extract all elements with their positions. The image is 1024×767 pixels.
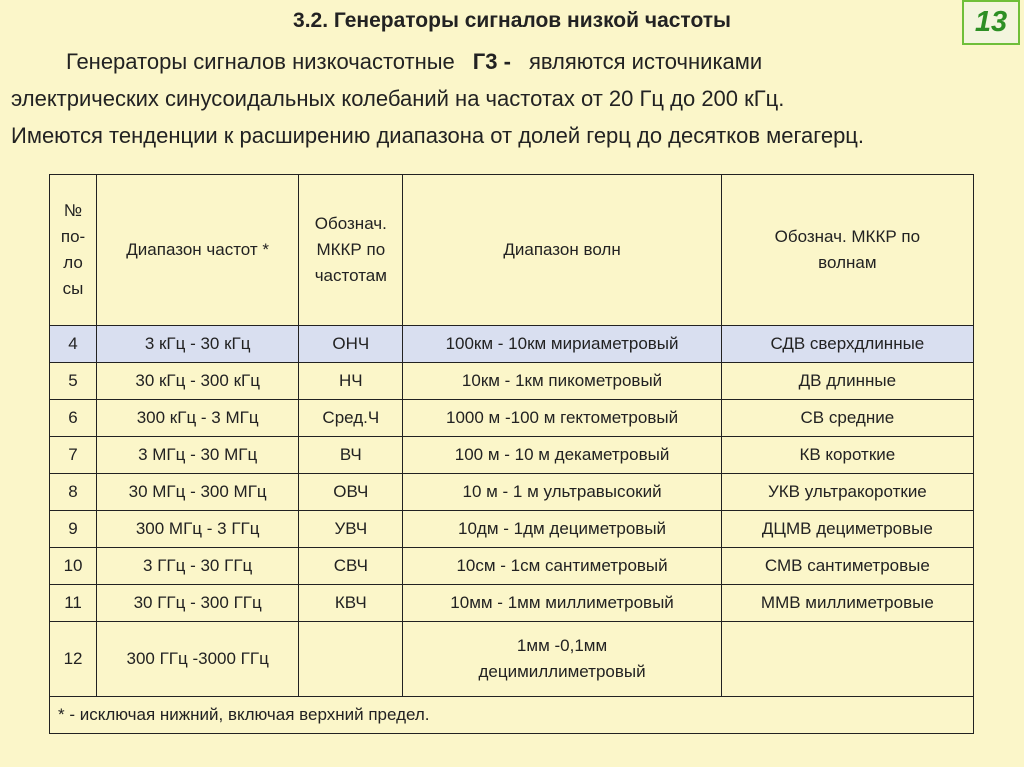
wave-name-cell: ММВ миллиметровые — [721, 585, 973, 622]
abbr-cell — [299, 622, 403, 697]
wave-range-cell: 100 м - 10 м декаметровый — [403, 437, 721, 474]
table-footnote-row — [50, 697, 974, 734]
wave-range-line: децимиллиметровый — [478, 662, 646, 681]
band-number-cell: 5 — [50, 363, 97, 400]
frequency-cell: 3 ГГц - 30 ГГц — [97, 548, 299, 585]
header-mkkr-frequency: Обознач. МККР по частотам — [299, 175, 403, 326]
intro-text: Генераторы сигналов низкочастотные — [66, 49, 455, 74]
table-header-row — [50, 175, 974, 326]
wave-range-cell: 10 м - 1 м ультравысокий — [403, 474, 721, 511]
frequency-cell: 30 кГц - 300 кГц — [97, 363, 299, 400]
abbr-cell: ОВЧ — [299, 474, 403, 511]
wave-range-cell: 10дм - 1дм дециметровый — [403, 511, 721, 548]
wave-name-cell: ДЦМВ дециметровые — [721, 511, 973, 548]
intro-line-2: электрических синусоидальных колебаний на частотах от 20 Гц до 200 кГц. — [11, 86, 785, 111]
intro-text: являются источниками — [528, 49, 763, 74]
abbr-cell: ОНЧ — [299, 326, 403, 363]
table-row — [50, 363, 974, 400]
wave-range-line: 1мм -0,1мм — [516, 636, 608, 655]
header-wave-range: Диапазон волн — [403, 175, 721, 326]
header-band-number: № по- ло сы — [50, 175, 97, 326]
table-row — [50, 326, 974, 363]
table-row — [50, 511, 974, 548]
band-number-cell: 12 — [50, 622, 97, 697]
abbr-cell: НЧ — [299, 363, 403, 400]
wave-name-cell: УКВ ультракороткие — [721, 474, 973, 511]
header-mkkr-wave: Обознач. МККР по волнам — [721, 175, 973, 326]
wave-name-cell: СДВ сверхдлинные — [721, 326, 973, 363]
page-title: 3.2. Генераторы сигналов низкой частоты — [293, 9, 731, 32]
band-number-cell: 8 — [50, 474, 97, 511]
table-row — [50, 622, 974, 697]
intro-bold-code: Г3 - — [472, 49, 511, 74]
band-number-cell: 4 — [50, 326, 97, 363]
abbr-cell: СВЧ — [299, 548, 403, 585]
frequency-cell: 300 ГГц -3000 ГГц — [97, 622, 299, 697]
wave-range-cell: 100км - 10км мириаметровый — [403, 326, 721, 363]
wave-range-cell: 10мм - 1мм миллиметровый — [403, 585, 721, 622]
frequency-cell: 300 МГц - 3 ГГц — [97, 511, 299, 548]
wave-name-cell — [721, 622, 973, 697]
band-number-cell: 9 — [50, 511, 97, 548]
table-footnote: * - исключая нижний, включая верхний предел. — [50, 697, 974, 734]
wave-name-cell: СМВ сантиметровые — [721, 548, 973, 585]
frequency-band-table — [49, 174, 974, 734]
page-number-badge: 13 — [962, 0, 1020, 45]
abbr-cell: Сред.Ч — [299, 400, 403, 437]
table-row — [50, 437, 974, 474]
abbr-cell: КВЧ — [299, 585, 403, 622]
frequency-cell: 30 МГц - 300 МГц — [97, 474, 299, 511]
frequency-cell: 300 кГц - 3 МГц — [97, 400, 299, 437]
abbr-cell: ВЧ — [299, 437, 403, 474]
abbr-cell: УВЧ — [299, 511, 403, 548]
frequency-cell: 3 кГц - 30 кГц — [97, 326, 299, 363]
wave-name-cell: СВ средние — [721, 400, 973, 437]
frequency-cell: 3 МГц - 30 МГц — [97, 437, 299, 474]
table-row — [50, 474, 974, 511]
intro-line-3: Имеются тенденции к расширению диапазона от долей герц до десятков мегагерц. — [11, 123, 865, 148]
wave-range-cell: 10км - 1км пикометровый — [403, 363, 721, 400]
table-row — [50, 585, 974, 622]
band-number-cell: 11 — [50, 585, 97, 622]
band-number-cell: 7 — [50, 437, 97, 474]
intro-line-1 — [66, 49, 762, 75]
wave-range-cell: 1000 м -100 м гектометровый — [403, 400, 721, 437]
header-frequency-range: Диапазон частот * — [97, 175, 299, 326]
wave-name-cell: ДВ длинные — [721, 363, 973, 400]
wave-range-cell: 10см - 1см сантиметровый — [403, 548, 721, 585]
band-number-cell: 6 — [50, 400, 97, 437]
band-number-cell: 10 — [50, 548, 97, 585]
wave-name-cell: КВ короткие — [721, 437, 973, 474]
wave-range-cell — [403, 622, 721, 697]
table-row — [50, 548, 974, 585]
table-row — [50, 400, 974, 437]
frequency-cell: 30 ГГц - 300 ГГц — [97, 585, 299, 622]
